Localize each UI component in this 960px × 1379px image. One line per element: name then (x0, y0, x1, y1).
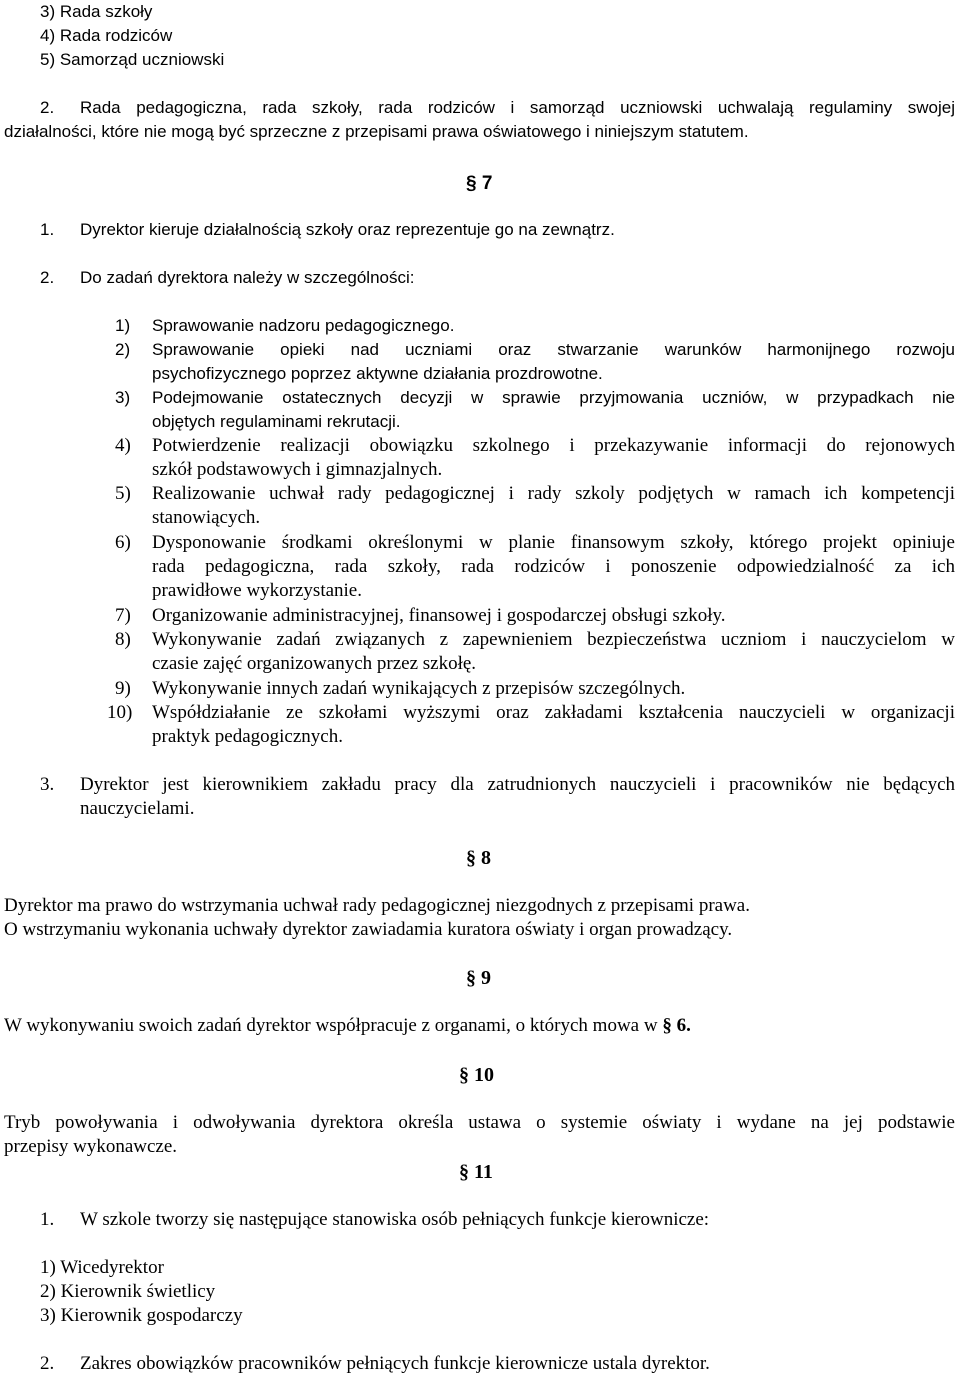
section-heading: § 10 (459, 1064, 494, 1086)
list-item-number: 2) (115, 340, 131, 359)
paragraph-text: O wstrzymaniu wykonania uchwały dyrektor zawiadamia kuratora oświaty i organ prowadzący. (4, 919, 733, 940)
list-item: czasie zajęć organizowanych przez szkołę. (152, 653, 477, 674)
section-heading: § 7 (466, 173, 493, 194)
paragraph-text: Dyrektor kieruje działalnością szkoły oraz reprezentuje go na zewnątrz. (80, 220, 615, 239)
section-reference: § 6. (662, 1015, 691, 1036)
list-item-kierownik-swietlicy: 2) Kierownik świetlicy (40, 1281, 216, 1302)
section-heading: § 11 (459, 1161, 493, 1183)
list-item: Realizowanie uchwał rady pedagogicznej i rady szkoly podjętych w ramach ich kompetencji (152, 483, 955, 504)
list-item: Wykonywanie innych zadań wynikających z przepisów szczególnych. (152, 678, 686, 699)
paragraph-number: 2. (40, 268, 55, 287)
list-item-number: 1) (115, 316, 131, 335)
list-item-number: 3) (115, 388, 131, 407)
list-item: Potwierdzenie realizacji obowiązku szkolnego i przekazywanie informacji do rejonowych (152, 435, 955, 456)
paragraph-text: Dyrektor ma prawo do wstrzymania uchwał rady pedagogicznej niezgodnych z przepisami prawa. (4, 895, 750, 916)
paragraph-text: Do zadań dyrektora należy w szczególności: (80, 268, 415, 287)
paragraph-text: działalności, które nie mogą być sprzeczne z przepisami prawa oświatowego i niniejszym statutem. (4, 122, 749, 141)
list-item: Wykonywanie zadań związanych z zapewnieniem bezpieczeństwa uczniom i nauczycielom w (152, 629, 955, 650)
list-item: rada pedagogiczna, rada szkoły, rada rodziców i ponoszenie odpowiedzialność za ich (152, 556, 955, 577)
list-item-rada-rodzicow: 4) Rada rodziców (40, 26, 173, 45)
list-item: prawidłowe wykorzystanie. (152, 580, 362, 601)
paragraph-number: 1. (40, 220, 55, 239)
paragraph-text: W szkole tworzy się następujące stanowiska osób pełniących funkcje kierownicze: (80, 1209, 710, 1230)
list-item: szkół podstawowych i gimnazjalnych. (152, 459, 443, 480)
paragraph-number: 3. (40, 774, 55, 795)
list-item: Organizowanie administracyjnej, finansowej i gospodarczej obsługi szkoły. (152, 605, 726, 626)
paragraph-text: przepisy wykonawcze. (4, 1136, 178, 1157)
list-item-number: 5) (115, 483, 131, 504)
list-item-number: 6) (115, 532, 131, 553)
list-item: Dysponowanie środkami określonymi w planie finansowym szkoły, którego projekt opiniuje (152, 532, 955, 553)
list-item: stanowiących. (152, 507, 261, 528)
list-item-rada-szkoly: 3) Rada szkoły (40, 2, 153, 21)
list-item-number: 9) (115, 678, 131, 699)
paragraph-number: 2. (40, 98, 55, 117)
list-item: objętych regulaminami rekrutacji. (152, 412, 401, 431)
list-item-number: 7) (115, 605, 131, 626)
paragraph-text: Dyrektor jest kierownikiem zakładu pracy dla zatrudnionych nauczycieli i pracowników nie będących (80, 774, 955, 795)
list-item: psychofizycznego poprzez aktywne działania prozdrowotne. (152, 364, 603, 383)
section-heading: § 8 (466, 847, 491, 869)
paragraph-text: Zakres obowiązków pracowników pełniących funkcje kierownicze ustala dyrektor. (80, 1353, 710, 1374)
section-heading: § 9 (466, 967, 491, 989)
paragraph-text: nauczycielami. (80, 798, 195, 819)
list-item-wicedyrektor: 1) Wicedyrektor (40, 1257, 164, 1278)
paragraph-number: 2. (40, 1353, 55, 1374)
list-item-number: 10) (107, 702, 133, 723)
paragraph-text: Rada pedagogiczna, rada szkoły, rada rodziców i samorząd uczniowski uchwalają regulaminy swojej (80, 98, 955, 117)
list-item-samorzad: 5) Samorząd uczniowski (40, 50, 225, 69)
list-item-kierownik-gospodarczy: 3) Kierownik gospodarczy (40, 1305, 243, 1326)
list-item: Współdziałanie ze szkołami wyższymi oraz zakładami kształcenia nauczycieli w organizacji (152, 702, 955, 723)
list-item: Sprawowanie nadzoru pedagogicznego. (152, 316, 455, 335)
list-item-number: 8) (115, 629, 131, 650)
list-item: Podejmowanie ostatecznych decyzji w sprawie przyjmowania uczniów, w przypadkach nie (152, 388, 955, 407)
paragraph-text (4, 1014, 691, 1038)
paragraph-number: 1. (40, 1209, 55, 1230)
list-item-number: 4) (115, 435, 131, 456)
paragraph-text-body: W wykonywaniu swoich zadań dyrektor współpracuje z organami, o których mowa w (4, 1015, 663, 1036)
list-item: praktyk pedagogicznych. (152, 726, 343, 747)
list-item: Sprawowanie opieki nad uczniami oraz stwarzanie warunków harmonijnego rozwoju (152, 340, 955, 359)
paragraph-text: Tryb powoływania i odwoływania dyrektora określa ustawa o systemie oświaty i wydane na jej podstawie (4, 1112, 955, 1133)
